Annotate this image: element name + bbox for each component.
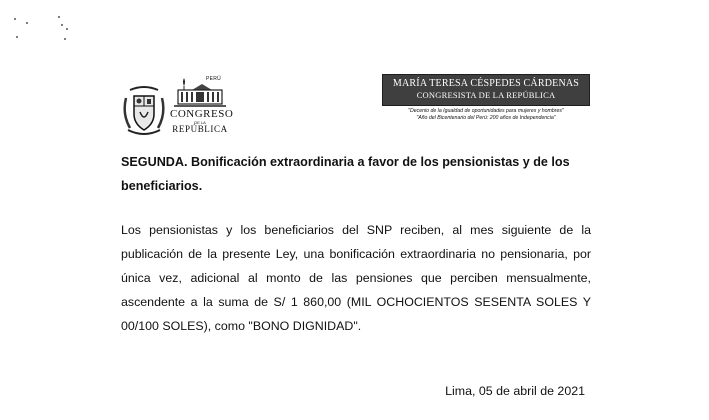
congreso-word: CONGRESO [170,108,234,120]
peru-label: PERÚ [206,76,222,82]
motto-line-2: "Año del Bicentenario del Perú: 200 años de Independencia" [416,115,556,121]
motto-line-1: "Decenio de la Igualdad de oportunidades para mujeres y hombres" [408,108,564,114]
section-body: Los pensionistas y los beneficiarios del SNP reciben, al mes siguiente de la publicación de la presente Ley, una bonificación extraordinaria no pensionaria, por única vez, adicional al monto de las pensiones que perciben mensualmente, ascendente a la suma de S/ 1 860,00 (MIL OCHOCIENTOS SESENTA SOLES Y 00/100 SOLES), como "BONO DIGNIDAD". [121,223,591,333]
congresista-banner [382,74,590,106]
congreso-logo [170,76,234,134]
scan-specks [14,14,74,44]
de-la-label: DE LA [194,120,206,125]
section-heading: SEGUNDA. Bonificación extraordinaria a favor de los pensionistas y de los beneficiarios. [121,155,570,193]
congresista-name: MARÍA TERESA CÉSPEDES CÁRDENAS [392,78,580,89]
republica-word: REPÚBLICA [172,124,228,134]
congresista-role: CONGRESISTA DE LA REPÚBLICA [416,90,556,100]
document-date: Lima, 05 de abril de 2021 [445,384,585,398]
peru-coat-of-arms-icon [120,84,168,138]
